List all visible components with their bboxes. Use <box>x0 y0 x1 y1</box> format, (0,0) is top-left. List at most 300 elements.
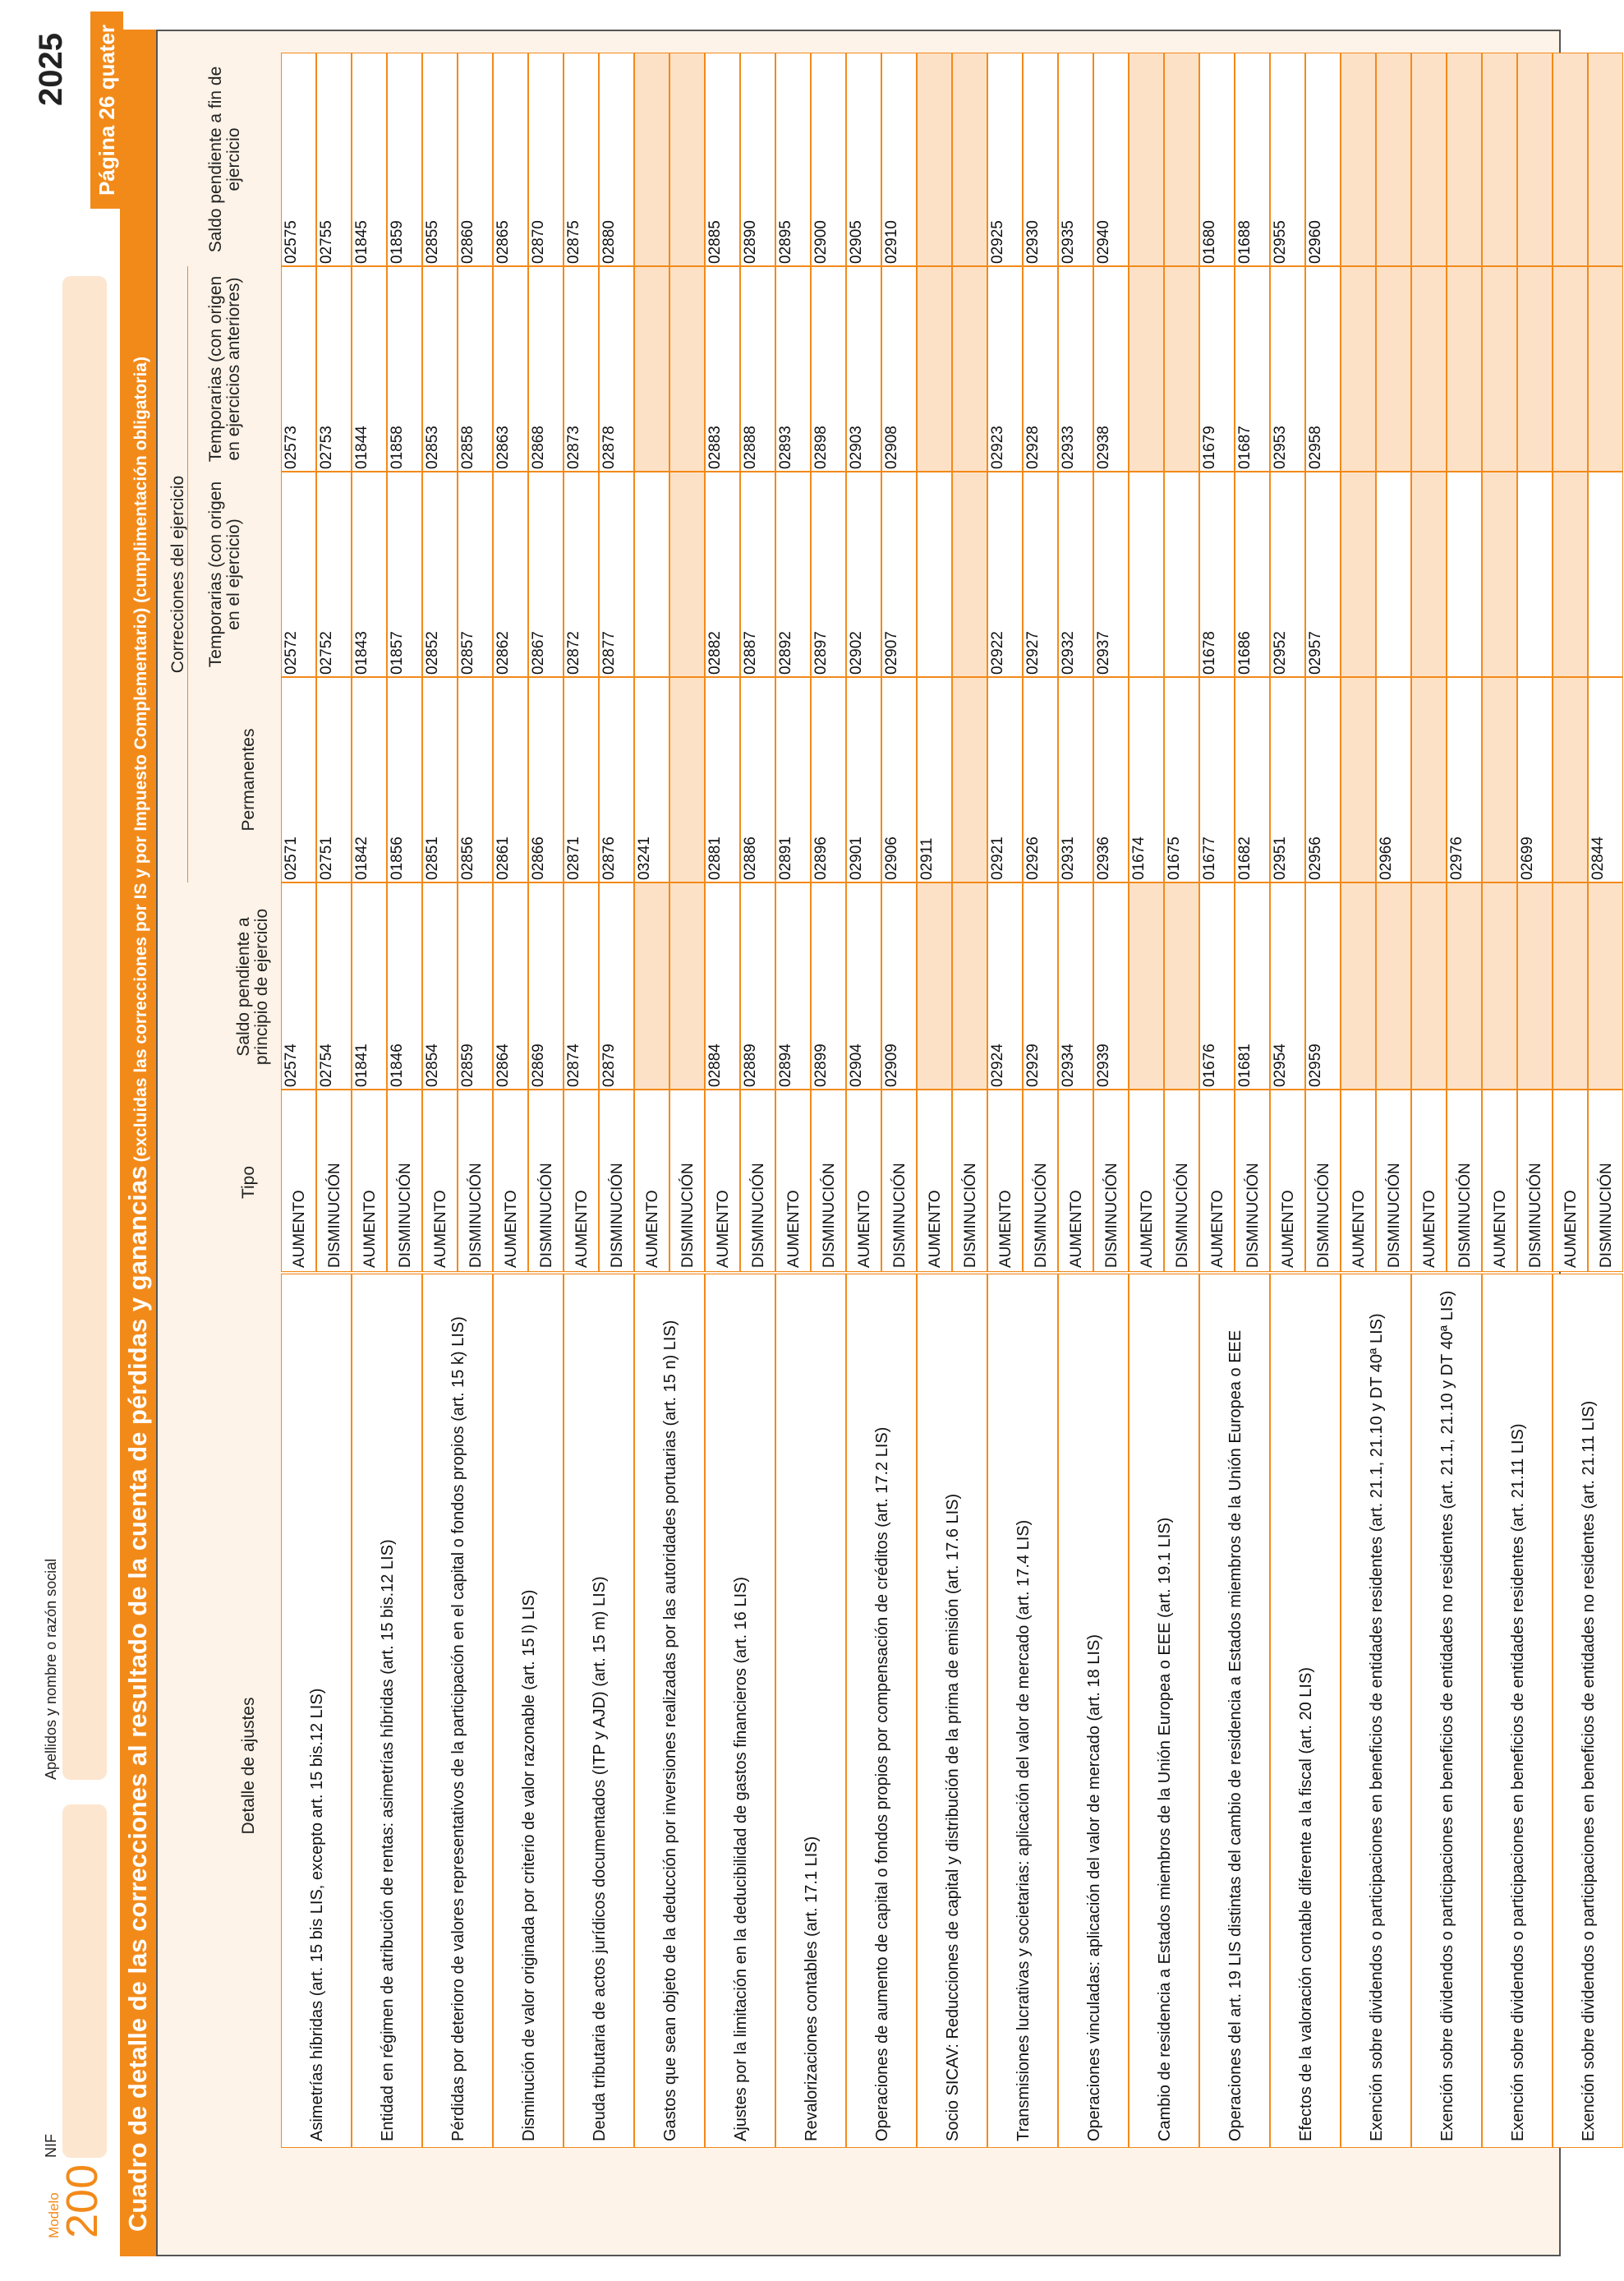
box-code: 01682 <box>1236 836 1254 880</box>
box-code: 02856 <box>459 836 476 880</box>
amount-field-01856[interactable] <box>387 677 422 882</box>
col-header-temp-ejercicio: Temporarias (con origen en el ejercicio) <box>206 481 243 668</box>
box-code: 02753 <box>318 426 335 469</box>
amount-field-02921[interactable] <box>987 677 1023 882</box>
row-label: Cambio de residencia a Estados miembros de la Unión Europea o EEE (art. 19.1 LIS) <box>1155 1517 1174 2141</box>
amount-field-disabled <box>952 472 987 677</box>
amount-field-disabled[interactable] <box>917 472 952 677</box>
amount-field-01678[interactable] <box>1199 472 1235 677</box>
amount-field-02575[interactable] <box>281 53 316 266</box>
box-code: 02875 <box>565 220 582 264</box>
amount-field-02851[interactable] <box>422 677 458 882</box>
amount-field-02897[interactable] <box>811 472 846 677</box>
amount-field-02574[interactable] <box>281 882 316 1090</box>
amount-field-02905[interactable] <box>846 53 881 266</box>
box-code: 02572 <box>283 631 300 675</box>
amount-field-01677[interactable] <box>1199 677 1235 882</box>
amount-field-disabled <box>952 677 987 882</box>
box-code: 02910 <box>883 220 900 264</box>
box-code: 02959 <box>1307 1044 1324 1087</box>
amount-field-02927[interactable] <box>1023 472 1058 677</box>
amount-field-01845[interactable] <box>352 53 387 266</box>
amount-field-02903[interactable] <box>846 266 881 472</box>
amount-field-02928[interactable] <box>1023 266 1058 472</box>
amount-field-02926[interactable] <box>1023 677 1058 882</box>
row-type: AUMENTO <box>1341 1090 1376 1272</box>
amount-field-02858[interactable] <box>458 266 493 472</box>
amount-field-01846[interactable] <box>387 882 422 1090</box>
amount-field-02868[interactable] <box>528 266 564 472</box>
amount-field-02862[interactable] <box>493 472 528 677</box>
amount-field-02880[interactable] <box>599 53 634 266</box>
amount-field-02881[interactable] <box>705 677 740 882</box>
amount-field-disabled <box>1341 53 1376 266</box>
amount-field-02866[interactable] <box>528 677 564 882</box>
amount-field-01844[interactable] <box>352 266 387 472</box>
amount-field-02572[interactable] <box>281 472 316 677</box>
box-code: 01676 <box>1201 1044 1218 1087</box>
amount-field-01679[interactable] <box>1199 266 1235 472</box>
amount-field-01680[interactable] <box>1199 53 1235 266</box>
amount-field-01841[interactable] <box>352 882 387 1090</box>
row-type: DISMINUCIÓN <box>811 1090 846 1272</box>
box-code: 01846 <box>389 1044 406 1087</box>
box-code: 02940 <box>1095 220 1112 264</box>
row-type: DISMINUCIÓN <box>881 1090 917 1272</box>
amount-field-disabled[interactable] <box>1129 472 1164 677</box>
amount-field-01674[interactable] <box>1129 677 1164 882</box>
amount-field-02939[interactable] <box>1093 882 1129 1090</box>
amount-field-disabled <box>917 266 952 472</box>
row-type: DISMINUCIÓN <box>1023 1090 1058 1272</box>
box-code: 02892 <box>777 631 794 675</box>
amount-field-02953[interactable] <box>1270 266 1305 472</box>
box-code: 02956 <box>1307 836 1324 880</box>
amount-field-02922[interactable] <box>987 472 1023 677</box>
row-label: Exención sobre dividendos o participaciones en beneficios de entidades residentes (art. 21.11 LIS) <box>1508 1423 1527 2141</box>
amount-field-02896[interactable] <box>811 677 846 882</box>
amount-field-disabled <box>669 266 705 472</box>
row-type: DISMINUCIÓN <box>1588 1090 1623 1272</box>
amount-field-02571[interactable] <box>281 677 316 882</box>
amount-field-disabled <box>952 266 987 472</box>
row-type: AUMENTO <box>1411 1090 1447 1272</box>
amount-field-01688[interactable] <box>1235 53 1270 266</box>
amount-field-02901[interactable] <box>846 677 881 882</box>
amount-field-02870[interactable] <box>528 53 564 266</box>
box-code: 02902 <box>848 631 865 675</box>
amount-field-02955[interactable] <box>1270 53 1305 266</box>
box-code: 02851 <box>424 836 441 880</box>
amount-field-disabled <box>1553 53 1588 266</box>
amount-field-02904[interactable] <box>846 882 881 1090</box>
amount-field-01859[interactable] <box>387 53 422 266</box>
amount-field-02957[interactable] <box>1305 472 1341 677</box>
box-code: 02955 <box>1272 220 1289 264</box>
amount-field-02861[interactable] <box>493 677 528 882</box>
amount-field-02952[interactable] <box>1270 472 1305 677</box>
box-code: 02935 <box>1060 220 1077 264</box>
box-code: 02886 <box>742 836 759 880</box>
amount-field-01843[interactable] <box>352 472 387 677</box>
col-header-detalle: Detalle de ajustes <box>239 1697 258 1835</box>
amount-field-02867[interactable] <box>528 472 564 677</box>
amount-field-02882[interactable] <box>705 472 740 677</box>
amount-field-02976[interactable] <box>1447 677 1482 882</box>
row-label: Transmisiones lucrativas y societarias: aplicación del valor de mercado (art. 17.4 LIS) <box>1014 1519 1033 2141</box>
amount-field-disabled <box>669 677 705 882</box>
amount-field-02956[interactable] <box>1305 677 1341 882</box>
row-type: AUMENTO <box>775 1090 811 1272</box>
box-code: 02952 <box>1272 631 1289 675</box>
box-code: 01858 <box>389 426 406 469</box>
box-code: 02876 <box>600 836 618 880</box>
amount-field-disabled[interactable] <box>1588 472 1623 677</box>
amount-field-02699[interactable] <box>1517 677 1553 882</box>
amount-field-disabled <box>1376 882 1411 1090</box>
amount-field-02958[interactable] <box>1305 266 1341 472</box>
amount-field-02863[interactable] <box>493 266 528 472</box>
amount-field-01858[interactable] <box>387 266 422 472</box>
box-code: 02924 <box>989 1044 1006 1087</box>
box-code: 02871 <box>565 836 582 880</box>
amount-field-02936[interactable] <box>1093 677 1129 882</box>
box-code: 02884 <box>706 1044 724 1087</box>
amount-field-02934[interactable] <box>1058 882 1093 1090</box>
amount-field-02940[interactable] <box>1093 53 1129 266</box>
amount-field-disabled <box>669 53 705 266</box>
box-code: 02951 <box>1272 836 1289 880</box>
amount-field-02879[interactable] <box>599 882 634 1090</box>
row-type: DISMINUCIÓN <box>1305 1090 1341 1272</box>
amount-field-disabled <box>1482 472 1517 677</box>
row-label: Asimetrías híbridas (art. 15 bis LIS, excepto art. 15 bis.12 LIS) <box>307 1688 326 2141</box>
row-type: AUMENTO <box>1129 1090 1164 1272</box>
box-code: 01688 <box>1236 220 1254 264</box>
amount-field-02856[interactable] <box>458 677 493 882</box>
box-code: 02872 <box>565 631 582 675</box>
box-code: 02859 <box>459 1044 476 1087</box>
year: 2025 <box>33 33 69 106</box>
row-type: DISMINUCIÓN <box>1235 1090 1270 1272</box>
amount-field-02859[interactable] <box>458 882 493 1090</box>
row-type: DISMINUCIÓN <box>458 1090 493 1272</box>
box-code: 01677 <box>1201 836 1218 880</box>
amount-field-01857[interactable] <box>387 472 422 677</box>
box-code: 01856 <box>389 836 406 880</box>
amount-field-02873[interactable] <box>564 266 599 472</box>
amount-field-02935[interactable] <box>1058 53 1093 266</box>
amount-field-02909[interactable] <box>881 882 917 1090</box>
amount-field-disabled <box>1447 266 1482 472</box>
amount-field-02899[interactable] <box>811 882 846 1090</box>
box-code: 02905 <box>848 220 865 264</box>
amount-field-02911[interactable] <box>917 677 952 882</box>
amount-field-02752[interactable] <box>316 472 352 677</box>
amount-field-02876[interactable] <box>599 677 634 882</box>
box-code: 02888 <box>742 426 759 469</box>
amount-field-02878[interactable] <box>599 266 634 472</box>
box-code: 02877 <box>600 631 618 675</box>
amount-field-01686[interactable] <box>1235 472 1270 677</box>
box-code: 02901 <box>848 836 865 880</box>
amount-field-disabled <box>1129 53 1164 266</box>
col-header-permanentes: Permanentes <box>239 728 258 832</box>
amount-field-02908[interactable] <box>881 266 917 472</box>
amount-field-02871[interactable] <box>564 677 599 882</box>
box-code: 01675 <box>1166 836 1183 880</box>
row-type: DISMINUCIÓN <box>669 1090 705 1272</box>
amount-field-disabled <box>1482 882 1517 1090</box>
amount-field-disabled <box>1517 882 1553 1090</box>
box-code: 01859 <box>389 220 406 264</box>
amount-field-02891[interactable] <box>775 677 811 882</box>
row-type: DISMINUCIÓN <box>740 1090 775 1272</box>
box-code: 02960 <box>1307 220 1324 264</box>
amount-field-01687[interactable] <box>1235 266 1270 472</box>
row-type: DISMINUCIÓN <box>599 1090 634 1272</box>
box-code: 02852 <box>424 631 441 675</box>
amount-field-disabled <box>1553 677 1588 882</box>
row-type: AUMENTO <box>846 1090 881 1272</box>
amount-field-02877[interactable] <box>599 472 634 677</box>
row-type: AUMENTO <box>281 1090 316 1272</box>
box-code: 01679 <box>1201 426 1218 469</box>
amount-field-02869[interactable] <box>528 882 564 1090</box>
box-code: 02858 <box>459 426 476 469</box>
amount-field-02898[interactable] <box>811 266 846 472</box>
amount-field-disabled <box>634 882 669 1090</box>
amount-field-01675[interactable] <box>1164 677 1199 882</box>
row-label: Operaciones del art. 19 LIS distintas del cambio de residencia a Estados miembros de la Unión Europea o EEE <box>1226 1329 1244 2141</box>
amount-field-02931[interactable] <box>1058 677 1093 882</box>
amount-field-disabled <box>1447 53 1482 266</box>
amount-field-02906[interactable] <box>881 677 917 882</box>
amount-field-disabled <box>1341 266 1376 472</box>
amount-field-02966[interactable] <box>1376 677 1411 882</box>
row-type: DISMINUCIÓN <box>1093 1090 1129 1272</box>
row-type: AUMENTO <box>705 1090 740 1272</box>
amount-field-disabled <box>1341 472 1376 677</box>
box-code: 02881 <box>706 836 724 880</box>
amount-field-disabled <box>1164 882 1199 1090</box>
row-type: AUMENTO <box>352 1090 387 1272</box>
row-type: DISMINUCIÓN <box>1447 1090 1482 1272</box>
box-code: 01687 <box>1236 426 1254 469</box>
box-code: 02857 <box>459 631 476 675</box>
amount-field-02573[interactable] <box>281 266 316 472</box>
amount-field-02852[interactable] <box>422 472 458 677</box>
amount-field-02888[interactable] <box>740 266 775 472</box>
row-label: Efectos de la valoración contable diferente a la fiscal (art. 20 LIS) <box>1296 1667 1315 2141</box>
row-type: AUMENTO <box>1553 1090 1588 1272</box>
box-code: 02957 <box>1307 631 1324 675</box>
row-type: AUMENTO <box>1482 1090 1517 1272</box>
box-code: 02909 <box>883 1044 900 1087</box>
amount-field-02864[interactable] <box>493 882 528 1090</box>
amount-field-02894[interactable] <box>775 882 811 1090</box>
box-code: 02921 <box>989 836 1006 880</box>
amount-field-disabled[interactable] <box>1447 472 1482 677</box>
form-title: Cuadro de detalle de las correcciones al resultado de la cuenta de pérdidas y ganancias <box>123 1165 152 2232</box>
amount-field-02932[interactable] <box>1058 472 1093 677</box>
row-label: Ajustes por la limitación en la deducibilidad de gastos financieros (art. 16 LIS) <box>731 1576 750 2141</box>
page-number: Página 26 quater <box>90 12 123 209</box>
modelo-number: 200 <box>58 2163 107 2238</box>
amount-field-02875[interactable] <box>564 53 599 266</box>
box-code: 01845 <box>353 220 370 264</box>
box-code: 01678 <box>1201 631 1218 675</box>
amount-field-01682[interactable] <box>1235 677 1270 882</box>
box-code: 02754 <box>318 1044 335 1087</box>
box-code: 02864 <box>495 1044 512 1087</box>
amount-field-02860[interactable] <box>458 53 493 266</box>
amount-field-02889[interactable] <box>740 882 775 1090</box>
amount-field-02887[interactable] <box>740 472 775 677</box>
row-label: Operaciones de aumento de capital o fondos propios por compensación de créditos (art. 17.2 LIS) <box>872 1426 891 2141</box>
amount-field-02925[interactable] <box>987 53 1023 266</box>
amount-field-02874[interactable] <box>564 882 599 1090</box>
box-code: 02574 <box>283 1044 300 1087</box>
row-type: DISMINUCIÓN <box>528 1090 564 1272</box>
amount-field-disabled <box>1553 472 1588 677</box>
box-code: 02933 <box>1060 426 1077 469</box>
box-code: 02863 <box>495 426 512 469</box>
amount-field-02885[interactable] <box>705 53 740 266</box>
box-code: 02868 <box>530 426 547 469</box>
amount-field-02910[interactable] <box>881 53 917 266</box>
amount-field-02853[interactable] <box>422 266 458 472</box>
amount-field-01676[interactable] <box>1199 882 1235 1090</box>
nif-label: NIF <box>43 2134 59 2158</box>
amount-field-disabled <box>917 53 952 266</box>
amount-field-02954[interactable] <box>1270 882 1305 1090</box>
amount-field-02854[interactable] <box>422 882 458 1090</box>
amount-field-02886[interactable] <box>740 677 775 882</box>
box-code: 02865 <box>495 220 512 264</box>
amount-field-02865[interactable] <box>493 53 528 266</box>
box-code: 02895 <box>777 220 794 264</box>
amount-field-02907[interactable] <box>881 472 917 677</box>
box-code: 02903 <box>848 426 865 469</box>
amount-field-02929[interactable] <box>1023 882 1058 1090</box>
amount-field-disabled <box>1411 882 1447 1090</box>
amount-field-02755[interactable] <box>316 53 352 266</box>
amount-field-disabled <box>634 53 669 266</box>
amount-field-02751[interactable] <box>316 677 352 882</box>
amount-field-02924[interactable] <box>987 882 1023 1090</box>
box-code: 02939 <box>1095 1044 1112 1087</box>
box-code: 02887 <box>742 631 759 675</box>
amount-field-02857[interactable] <box>458 472 493 677</box>
box-code: 02904 <box>848 1044 865 1087</box>
amount-field-02938[interactable] <box>1093 266 1129 472</box>
box-code: 02966 <box>1378 836 1395 880</box>
box-code: 02898 <box>812 426 830 469</box>
col-header-temp-anteriores: Temporarias (con origen en ejercicios anteriores) <box>206 275 243 463</box>
amount-field-02844[interactable] <box>1588 677 1623 882</box>
amount-field-01842[interactable] <box>352 677 387 882</box>
amount-field-disabled <box>1411 266 1447 472</box>
box-code: 02575 <box>283 220 300 264</box>
amount-field-disabled <box>1482 53 1517 266</box>
box-code: 02862 <box>495 631 512 675</box>
name-field[interactable] <box>62 276 107 1780</box>
amount-field-02753[interactable] <box>316 266 352 472</box>
amount-field-02883[interactable] <box>705 266 740 472</box>
box-code: 02922 <box>989 631 1006 675</box>
box-code: 02571 <box>283 836 300 880</box>
box-code: 02861 <box>495 836 512 880</box>
box-code: 02907 <box>883 631 900 675</box>
row-type: DISMINUCIÓN <box>1164 1090 1199 1272</box>
amount-field-02923[interactable] <box>987 266 1023 472</box>
title-bar <box>120 30 156 2256</box>
amount-field-disabled[interactable] <box>634 472 669 677</box>
box-code: 02923 <box>989 426 1006 469</box>
box-code: 02755 <box>318 220 335 264</box>
amount-field-disabled[interactable] <box>1376 472 1411 677</box>
box-code: 02889 <box>742 1044 759 1087</box>
box-code: 01674 <box>1130 836 1148 880</box>
amount-field-02855[interactable] <box>422 53 458 266</box>
amount-field-disabled[interactable] <box>1164 472 1199 677</box>
row-type: DISMINUCIÓN <box>1376 1090 1411 1272</box>
box-code: 02925 <box>989 220 1006 264</box>
box-code: 02874 <box>565 1044 582 1087</box>
amount-field-disabled <box>1376 53 1411 266</box>
amount-field-02893[interactable] <box>775 266 811 472</box>
row-type: AUMENTO <box>422 1090 458 1272</box>
amount-field-02937[interactable] <box>1093 472 1129 677</box>
modelo-label: Modelo <box>46 2192 62 2238</box>
row-type: AUMENTO <box>564 1090 599 1272</box>
box-code: 02860 <box>459 220 476 264</box>
amount-field-02930[interactable] <box>1023 53 1058 266</box>
amount-field-02933[interactable] <box>1058 266 1093 472</box>
box-code: 02932 <box>1060 631 1077 675</box>
box-code: 01844 <box>353 426 370 469</box>
amount-field-02890[interactable] <box>740 53 775 266</box>
amount-field-02872[interactable] <box>564 472 599 677</box>
amount-field-02900[interactable] <box>811 53 846 266</box>
amount-field-disabled <box>1482 677 1517 882</box>
row-type: AUMENTO <box>917 1090 952 1272</box>
amount-field-02754[interactable] <box>316 882 352 1090</box>
amount-field-02895[interactable] <box>775 53 811 266</box>
amount-field-02892[interactable] <box>775 472 811 677</box>
row-label: Exención sobre dividendos o participaciones en beneficios de entidades residentes (art. 21.1, 21.10 y DT 40ª LIS) <box>1367 1313 1386 2141</box>
amount-field-02960[interactable] <box>1305 53 1341 266</box>
amount-field-02951[interactable] <box>1270 677 1305 882</box>
box-code: 01680 <box>1201 220 1218 264</box>
amount-field-disabled[interactable] <box>1517 472 1553 677</box>
amount-field-02884[interactable] <box>705 882 740 1090</box>
amount-field-02959[interactable] <box>1305 882 1341 1090</box>
nif-field[interactable] <box>62 1804 107 2158</box>
amount-field-disabled <box>1376 266 1411 472</box>
amount-field-disabled <box>634 266 669 472</box>
box-code: 03241 <box>636 836 653 880</box>
amount-field-disabled <box>1517 53 1553 266</box>
box-code: 02893 <box>777 426 794 469</box>
amount-field-disabled <box>1588 53 1623 266</box>
amount-field-02902[interactable] <box>846 472 881 677</box>
amount-field-03241[interactable] <box>634 677 669 882</box>
row-label: Gastos que sean objeto de la deducción por inversiones realizadas por las autoridades portuarias (art. 15 n) LIS) <box>660 1320 679 2141</box>
box-code: 02928 <box>1024 426 1042 469</box>
amount-field-01681[interactable] <box>1235 882 1270 1090</box>
